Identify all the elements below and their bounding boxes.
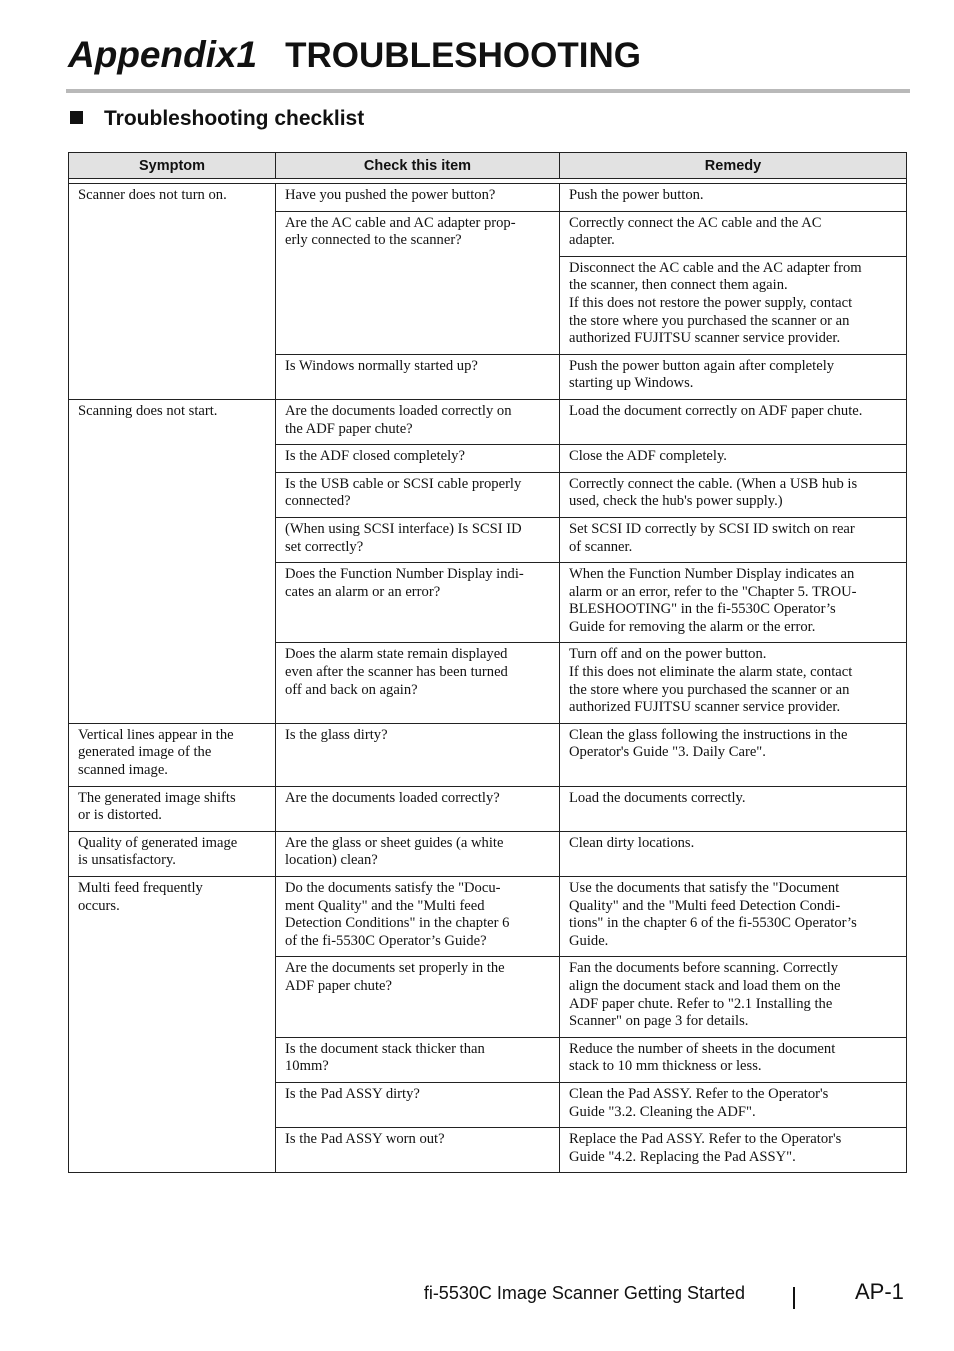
check-cell: Are the documents set properly in the ADF paper chute?: [276, 957, 560, 1037]
symptom-cell: Multi feed frequently occurs.: [69, 877, 276, 1173]
section-heading: [70, 107, 364, 131]
troubleshooting-table: [68, 152, 907, 1173]
remedy-cell: Correctly connect the AC cable and the AC adapter.: [560, 211, 907, 256]
check-cell: Are the glass or sheet guides (a white location) clean?: [276, 831, 560, 876]
remedy-cell: Load the document correctly on ADF paper chute.: [560, 399, 907, 444]
remedy-cell: Turn off and on the power button. If this does not eliminate the alarm state, contact the store where you purchased the scanner or an authorized FUJITSU scanner service provider.: [560, 643, 907, 723]
table-row: [69, 399, 907, 444]
remedy-cell: Use the documents that satisfy the "Document Quality" and the "Multi feed Detection Condi- tions" in the chapter 6 of the fi-5530C Operator’s Guide.: [560, 877, 907, 957]
remedy-cell: Push the power button again after completely starting up Windows.: [560, 354, 907, 399]
table-body: [69, 179, 907, 1173]
footer-divider: [793, 1287, 795, 1309]
check-cell: Does the Function Number Display indi- cates an alarm or an error?: [276, 563, 560, 643]
remedy-cell: Set SCSI ID correctly by SCSI ID switch on rear of scanner.: [560, 517, 907, 562]
check-cell: (When using SCSI interface) Is SCSI ID set correctly?: [276, 517, 560, 562]
table-row: [69, 184, 907, 212]
remedy-cell: When the Function Number Display indicates an alarm or an error, refer to the "Chapter 5. TROU- BLESHOOTING" in the fi-5530C Operator’s Guide for removing the alarm or the error.: [560, 563, 907, 643]
symptom-cell: Vertical lines appear in the generated image of the scanned image.: [69, 723, 276, 786]
remedy-cell: Clean dirty locations.: [560, 831, 907, 876]
check-cell: Do the documents satisfy the "Docu- ment Quality" and the "Multi feed Detection Conditions" in the chapter 6 of the fi-5530C Operator’s Guide?: [276, 877, 560, 957]
table-row: [69, 786, 907, 831]
table-row: [69, 723, 907, 786]
table-row: [69, 877, 907, 957]
footer-document-title: fi-5530C Image Scanner Getting Started: [423, 1283, 745, 1303]
check-cell: Is the USB cable or SCSI cable properly connected?: [276, 472, 560, 517]
square-bullet-icon: [70, 111, 83, 124]
appendix-label: Appendix1: [68, 34, 258, 75]
check-cell: Are the documents loaded correctly on the ADF paper chute?: [276, 399, 560, 444]
page-title: [68, 34, 641, 76]
table-row: [69, 831, 907, 876]
remedy-cell: Push the power button.: [560, 184, 907, 212]
remedy-cell: Disconnect the AC cable and the AC adapter from the scanner, then connect them again. If this does not restore the power supply, contact the store where you purchased the scanner or an authorized FUJITSU scanner service provider.: [560, 256, 907, 354]
check-cell: Is Windows normally started up?: [276, 354, 560, 399]
column-header-symptom: Symptom: [69, 153, 276, 179]
remedy-cell: Close the ADF completely.: [560, 445, 907, 473]
symptom-cell: Scanner does not turn on.: [69, 184, 276, 400]
check-cell: Does the alarm state remain displayed even after the scanner has been turned off and back on again?: [276, 643, 560, 723]
symptom-cell: The generated image shifts or is distorted.: [69, 786, 276, 831]
remedy-cell: Load the documents correctly.: [560, 786, 907, 831]
remedy-cell: Fan the documents before scanning. Correctly align the document stack and load them on the ADF paper chute. Refer to "2.1 Installing the Scanner" on page 3 for details.: [560, 957, 907, 1037]
remedy-cell: Clean the Pad ASSY. Refer to the Operator's Guide "3.2. Cleaning the ADF".: [560, 1082, 907, 1127]
check-cell: Have you pushed the power button?: [276, 184, 560, 212]
symptom-cell: Quality of generated image is unsatisfactory.: [69, 831, 276, 876]
section-title: Troubleshooting checklist: [104, 107, 365, 130]
remedy-cell: Correctly connect the cable. (When a USB hub is used, check the hub's power supply.): [560, 472, 907, 517]
remedy-cell: Replace the Pad ASSY. Refer to the Operator's Guide "4.2. Replacing the Pad ASSY".: [560, 1128, 907, 1173]
page-number: AP-1: [855, 1279, 904, 1304]
remedy-cell: Reduce the number of sheets in the document stack to 10 mm thickness or less.: [560, 1037, 907, 1082]
chapter-title: TROUBLESHOOTING: [285, 36, 641, 75]
remedy-cell: Clean the glass following the instructions in the Operator's Guide "3. Daily Care".: [560, 723, 907, 786]
check-cell: Is the Pad ASSY worn out?: [276, 1128, 560, 1173]
title-rule: [66, 89, 910, 93]
check-cell: Is the glass dirty?: [276, 723, 560, 786]
check-cell: Are the documents loaded correctly?: [276, 786, 560, 831]
check-cell: Is the Pad ASSY dirty?: [276, 1082, 560, 1127]
table-header-row: [69, 153, 907, 179]
symptom-cell: Scanning does not start.: [69, 399, 276, 723]
check-cell: Is the document stack thicker than 10mm?: [276, 1037, 560, 1082]
column-header-remedy: Remedy: [560, 153, 907, 179]
check-cell: Is the ADF closed completely?: [276, 445, 560, 473]
column-header-check: Check this item: [276, 153, 560, 179]
check-cell: Are the AC cable and AC adapter prop- erly connected to the scanner?: [276, 211, 560, 354]
